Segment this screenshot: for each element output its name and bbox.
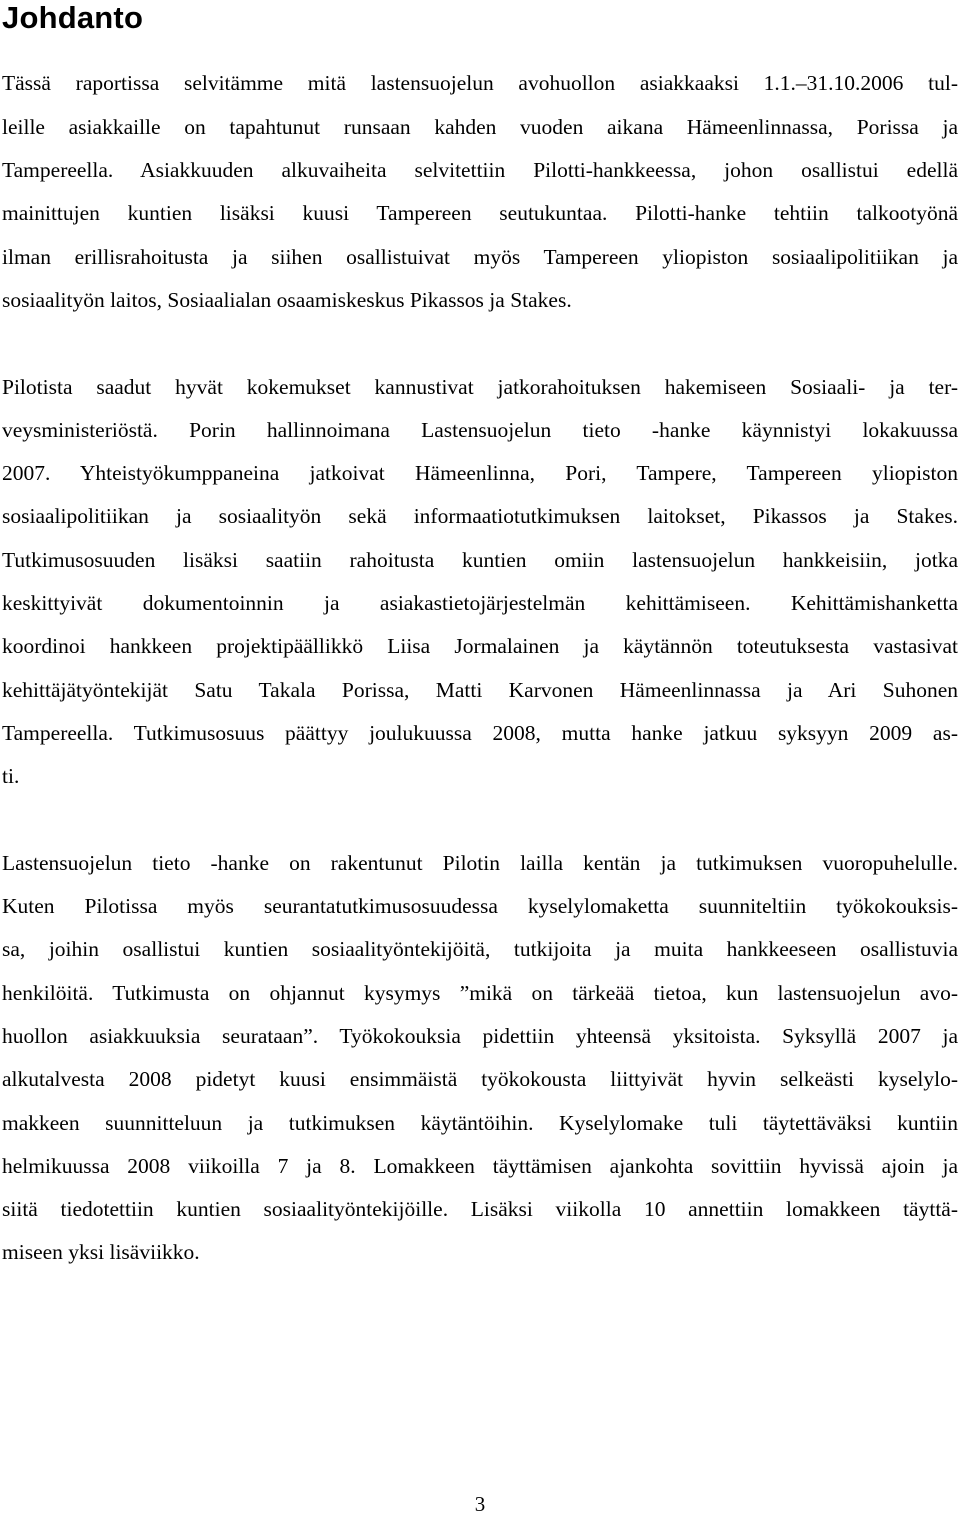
- paragraph-line: sa, joihin osallistui kuntien sosiaalityöntekijöitä, tutkijoita ja muita hankkeeseen osallistuvia: [2, 937, 958, 961]
- paragraph-line: koordinoi hankkeen projektipäällikkö Liisa Jormalainen ja käytännön toteutuksesta vastasivat: [2, 634, 958, 658]
- paragraph-line: leille asiakkaille on tapahtunut runsaan kahden vuoden aikana Hämeenlinnassa, Porissa ja: [2, 115, 958, 139]
- paragraph-line: keskittyivät dokumentoinnin ja asiakastietojärjestelmän kehittämiseen. Kehittämishanketta: [2, 591, 958, 615]
- paragraph-line: henkilöitä. Tutkimusta on ohjannut kysymys ”mikä on tärkeää tietoa, kun lastensuojelun avo-: [2, 981, 958, 1005]
- paragraph-line: helmikuussa 2008 viikoilla 7 ja 8. Lomakkeen täyttämisen ajankohta sovittiin hyvissä ajoin ja: [2, 1154, 958, 1178]
- paragraph-line: ti.: [2, 764, 20, 788]
- paragraph-line: mainittujen kuntien lisäksi kuusi Tampereen seutukuntaa. Pilotti-hanke tehtiin talkootyönä: [2, 201, 958, 225]
- paragraph-line: sosiaalipolitiikan ja sosiaalityön sekä informaatiotutkimuksen laitokset, Pikassos ja Stakes.: [2, 504, 958, 528]
- paragraph-line: miseen yksi lisäviikko.: [2, 1240, 200, 1264]
- paragraph-line: Tampereella. Asiakkuuden alkuvaiheita selvitettiin Pilotti-hankkeessa, johon osallistui edellä: [2, 158, 958, 182]
- paragraph-line: siitä tiedotettiin kuntien sosiaalityöntekijöille. Lisäksi viikolla 10 annettiin lomakkeen täyttä-: [2, 1197, 958, 1221]
- paragraph-line: Kuten Pilotissa myös seurantatutkimusosuudessa kyselylomaketta suunniteltiin työkokouksis-: [2, 894, 958, 918]
- paragraph-line: ilman erillisrahoitusta ja siihen osallistuivat myös Tampereen yliopiston sosiaalipolitiikan ja: [2, 245, 958, 269]
- paragraph-line: Tutkimusosuuden lisäksi saatiin rahoitusta kuntien omiin lastensuojelun hankkeisiin, jotka: [2, 548, 958, 572]
- paragraph-line: 2007. Yhteistyökumppaneina jatkoivat Hämeenlinna, Pori, Tampere, Tampereen yliopiston: [2, 461, 958, 485]
- paragraph-line: sosiaalityön laitos, Sosiaalialan osaamiskeskus Pikassos ja Stakes.: [2, 288, 572, 312]
- paragraph-line: alkutalvesta 2008 pidetyt kuusi ensimmäistä työkokousta liittyivät hyvin selkeästi kyselylo-: [2, 1067, 958, 1091]
- section-heading: Johdanto: [2, 0, 144, 35]
- paragraph-line: huollon asiakkuuksia seurataan”. Työkokouksia pidettiin yhteensä yksitoista. Syksyllä 2007 ja: [2, 1024, 958, 1048]
- paragraph-line: Pilotista saadut hyvät kokemukset kannustivat jatkorahoituksen hakemiseen Sosiaali- ja ter-: [2, 375, 958, 399]
- paragraph-line: makkeen suunnitteluun ja tutkimuksen käytäntöihin. Kyselylomake tuli täytettäväksi kuntiin: [2, 1111, 958, 1135]
- paragraph-line: veysministeriöstä. Porin hallinnoimana Lastensuojelun tieto -hanke käynnistyi lokakuussa: [2, 418, 958, 442]
- paragraph-line: Tampereella. Tutkimusosuus päättyy joulukuussa 2008, mutta hanke jatkuu syksyyn 2009 as-: [2, 721, 958, 745]
- paragraph-line: Tässä raportissa selvitämme mitä lastensuojelun avohuollon asiakkaaksi 1.1.–31.10.2006 tul-: [2, 71, 958, 95]
- paragraph-line: Lastensuojelun tieto -hanke on rakentunut Pilotin lailla kentän ja tutkimuksen vuoropuhelulle.: [2, 851, 958, 875]
- paragraph-line: kehittäjätyöntekijät Satu Takala Porissa, Matti Karvonen Hämeenlinnassa ja Ari Suhonen: [2, 678, 958, 702]
- page-number: 3: [474, 1492, 486, 1516]
